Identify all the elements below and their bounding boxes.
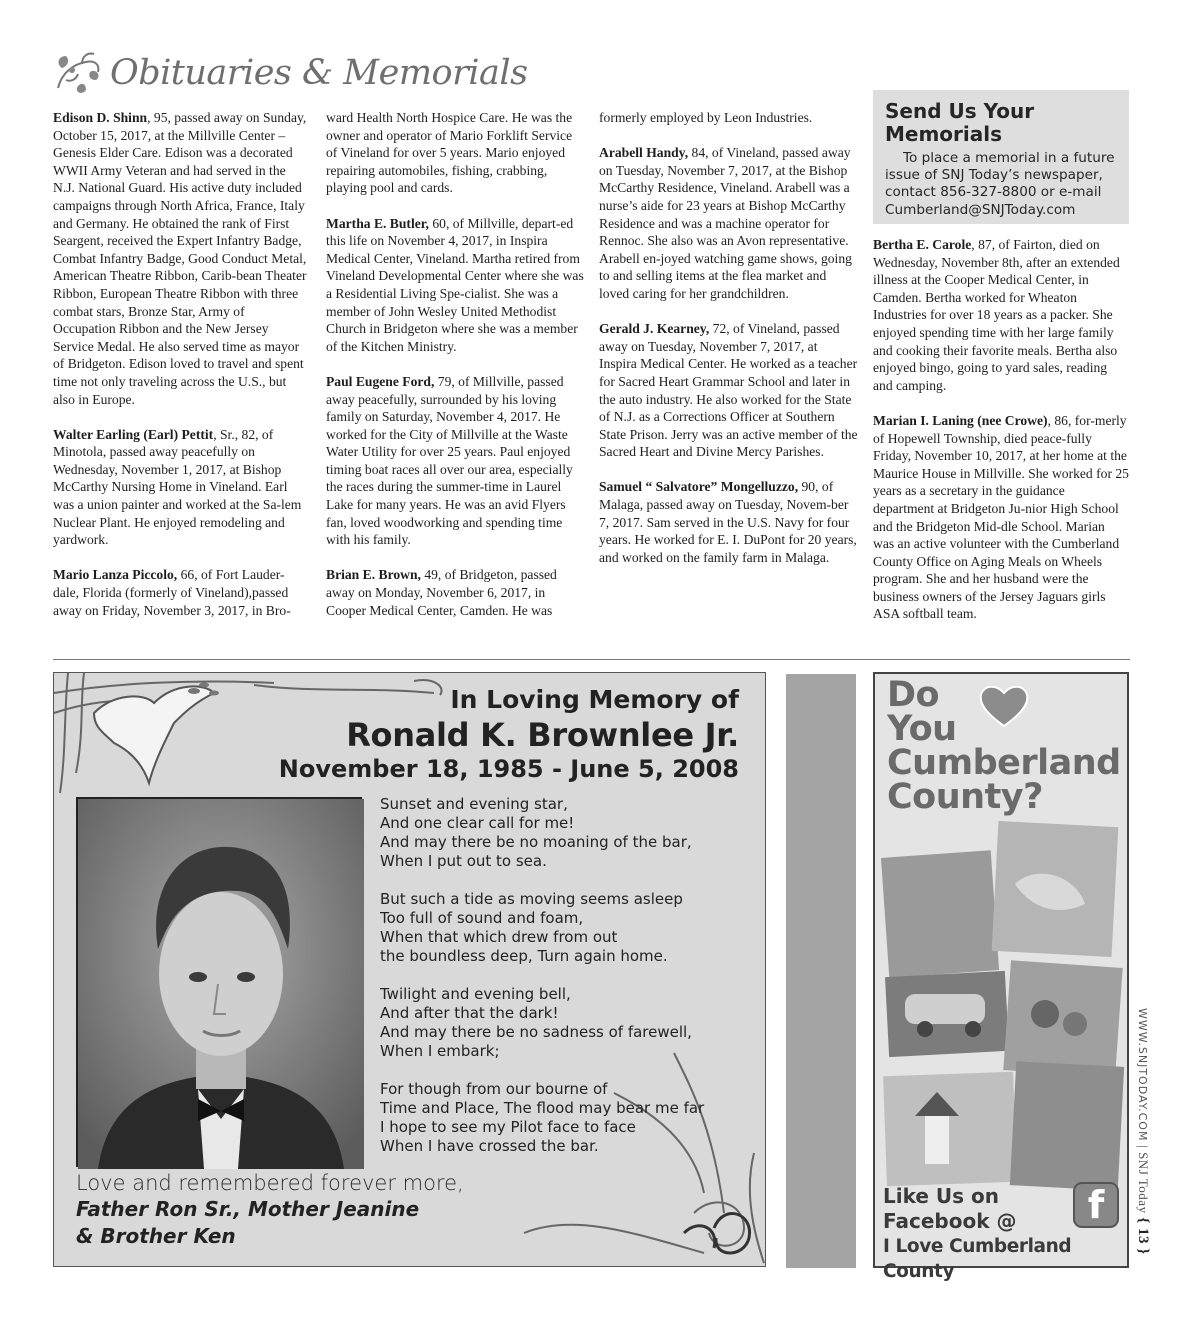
poem-line: And after that the dark!	[380, 1004, 559, 1022]
memorial-ad	[53, 672, 766, 1267]
poem-line: And may there be no moaning of the bar,	[380, 833, 692, 851]
obituary-name: Mario Lanza Piccolo,	[53, 567, 178, 583]
obituary-text: formerly employed by Leon Industries.	[599, 110, 813, 125]
memorials-box-title	[885, 100, 1117, 146]
obituary-name: Brian E. Brown,	[326, 567, 421, 583]
footer-publication: SNJ Today	[1136, 1152, 1151, 1214]
memorials-contact-text: To place a memorial in a future issue of SNJ Today’s newspaper, contact 856-327-8800 or e-mail Cumberland@SNJToday.com	[885, 150, 1115, 218]
obituary-column-1	[53, 109, 309, 637]
poem-line: When I put out to sea.	[380, 852, 547, 870]
poem-line: And may there be no sadness of farewell,	[380, 1023, 692, 1041]
obituary-name: Samuel “ Salvatore” Mongelluzzo,	[599, 479, 799, 495]
poem-line: Sunset and evening star,	[380, 795, 568, 813]
obituary-entry	[873, 412, 1129, 623]
section-divider	[53, 659, 1130, 660]
poem-line: When that which drew from out	[380, 928, 618, 946]
obituary-entry	[599, 478, 858, 566]
poem-line: I hope to see my Pilot face to face	[380, 1118, 636, 1136]
memorial-portrait-photo	[76, 797, 362, 1167]
obituary-column-2	[326, 109, 585, 637]
memorial-family	[76, 1196, 419, 1250]
obituary-name: Bertha E. Carole	[873, 237, 972, 252]
memorial-heading: In Loving Memory of	[450, 685, 739, 714]
ad-title-line: County?	[887, 777, 1043, 817]
obituary-name: Arabell Handy,	[599, 145, 689, 161]
memorials-box-title-line: Send Us Your	[885, 99, 1035, 123]
poem-line: Too full of sound and foam,	[380, 909, 584, 927]
cumberland-county-ad[interactable]	[873, 672, 1129, 1282]
obituary-entry	[53, 566, 309, 619]
grey-filler-strip	[786, 674, 856, 1268]
obituary-text: , 87, of Fairton, died on Wednesday, November 8th, after an extended illness at the Cooper Medical Center, in Camden. Bertha worked for Wheaton Industries for over 18 years as a packer. She enjoyed spending time with her large family and cooking their favorite meals. Bertha also enjoyed bingo, going to yard sales, reading and camping.	[873, 237, 1120, 393]
portrait-illustration	[78, 799, 364, 1169]
poem-line: And one clear call for me!	[380, 814, 575, 832]
obituary-text: 72, of Vineland, passed away on Tuesday, November 7, 2017, at Inspira Medical Center. He worked as a teacher for Sacred Heart Grammar School and later in the auto industry. He also worked for the State of N.J. as a Corrections Officer at Southern State Prison. Jerry was an active member of the Sacred Heart and Divine Mercy Parishes.	[599, 321, 858, 460]
memorial-name: Ronald K. Brownlee Jr.	[346, 716, 739, 754]
poem-line: Twilight and evening bell,	[380, 985, 571, 1003]
obituary-entry	[326, 566, 585, 619]
obituary-column-4	[873, 236, 1129, 641]
obituary-entry	[599, 144, 858, 302]
ad-title-line: You	[887, 709, 957, 749]
facebook-icon[interactable]: f	[1073, 1182, 1119, 1228]
heart-icon	[979, 684, 1029, 728]
obituary-text: 60, of Millville, depart-ed this life on November 4, 2017, in Inspira Medical Center, Vineland. Martha retired from Vineland Developmental Center where she was a Residential Living Spe-cialist. She was a member of John Wesley United Methodist Church in Bridgeton where she was a member of the Kitchen Ministry.	[326, 215, 584, 354]
memorial-family-line: & Brother Ken	[76, 1224, 236, 1248]
facebook-callout-line: Like Us on	[883, 1184, 999, 1208]
obituary-text: , 95, passed away on Sunday, October 15, 2017, at the Millville Center – Genesis Elder Care. Edison was a decorated WWII Army Veteran and had served in the N.J. National Guard. His active duty included campaigns through North Africa, France, Italy and Germany. He obtained the rank of First Seargent, received the Expert Infantry Badge, Combat Infantry Badge, Good Conduct Metal, American Theatre Ribbon, Carib-bean Theater Ribbon, European Theatre Ribbon with three combat stars, Bronze Star, Army of Occupation Ribbon and the New Jersey Service Medal. He also served time as mayor of Bridgeton. Edison loved to travel and spent time not only traveling across the U.S., but also in Europe.	[53, 110, 307, 407]
poem-line: For though from our bourne of	[380, 1080, 608, 1098]
obituary-entry	[599, 320, 858, 461]
footer-website: WWW.SNJTODAY.COM	[1136, 1008, 1149, 1142]
poem-line: the boundless deep, Turn again home.	[380, 947, 668, 965]
memorial-poem	[380, 795, 740, 1175]
obituary-text: , 86, for-merly of Hopewell Township, died peace-fully Friday, November 10, 2017, at her home at the Maurice House in Millville. She worked for 25 years as a secretary in the guidance department at Bridgeton Ju-nior High School and the Bridgeton Mid-dle School. Marian was an active volunteer with the Cumberland County Office on Aging Meals on Wheels program. She and her husband were the business owners of the Jersey Jaguars girls ASA softball team.	[873, 412, 1129, 622]
page-title: Obituaries & Memorials	[110, 53, 528, 93]
obituary-name: Paul Eugene Ford,	[326, 373, 435, 389]
obituary-text: 84, of Vineland, passed away on Tuesday, November 7, 2017, at the Bishop McCarthy Residence, Vineland. Arabell was a nurse’s aide for 23 years at Bishop McCarthy Residence and was a machine operator for Rennoc. She also was an Avon representative. Arabell en-joyed watching game shows, going to and selling items at the flea market and loved caring for her grandchildren.	[599, 145, 852, 301]
obituary-name: Walter Earling (Earl) Pettit	[53, 426, 214, 442]
obituary-text: 79, of Millville, passed away peacefully, surrounded by his loving family on Saturday, November 4, 2017. He worked for the City of Millville at the Waste Water Utility for over 25 years. Paul enjoyed timing boat races all over our area, especially the races during the summer-time in Laurel Lake for many years. He was an avid Flyers fan, loved woodworking and spending time with his family.	[326, 373, 573, 548]
county-photo-collage	[885, 824, 1121, 1192]
obituary-entry	[326, 109, 585, 197]
poem-stanza	[380, 985, 740, 1061]
obituary-text: 66, of Fort Lauder-dale, Florida (formerly of Vineland),passed away on Friday, November 3, 2017, in Bro-	[53, 567, 291, 618]
obituary-name: Martha E. Butler,	[326, 215, 429, 231]
poem-line: When I have crossed the bar.	[380, 1137, 599, 1155]
obituary-column-3	[599, 109, 858, 584]
memorial-family-line: Father Ron Sr., Mother Jeanine	[76, 1197, 420, 1221]
section-header	[52, 48, 528, 98]
obituary-entry	[873, 236, 1129, 394]
obituary-text: ward Health North Hospice Care. He was the owner and operator of Mario Forklift Service of Vineland for over 5 years. Mario enjoyed repairing automobiles, fishing, crabbing, playing pool and cards.	[326, 110, 573, 196]
obituary-text: 90, of Malaga, passed away on Tuesday, Novem-ber 7, 2017. Sam served in the U.S. Navy for four years. He worked for E. I. DuPont for 20 years, and worked on the family farm in Malaga.	[599, 479, 857, 565]
obituary-name: Gerald J. Kearney,	[599, 321, 710, 337]
ad-title-line: Do	[887, 675, 940, 715]
poem-stanza	[380, 890, 740, 966]
obituary-entry	[53, 109, 309, 408]
poem-line: When I embark;	[380, 1042, 500, 1060]
send-memorials-box	[873, 90, 1129, 224]
obituary-entry	[326, 215, 585, 356]
obituary-text: , Sr., 82, of Minotola, passed away peacefully on Wednesday, November 1, 2017, at Bishop McCarthy Nursing Home in Vineland. Earl was a union painter and worked at the Sa-lem Nuclear Plant. He enjoyed remodeling and yardwork.	[53, 426, 302, 548]
obituary-name: Edison D. Shinn	[53, 110, 148, 125]
obituary-text: 49, of Bridgeton, passed away on Monday, November 6, 2017, in Cooper Medical Center, Camden. He was	[326, 567, 557, 618]
page-number: { 13 }	[1135, 1217, 1151, 1255]
obituary-entry	[599, 109, 858, 127]
footer-separator: |	[1136, 1145, 1151, 1149]
facebook-callout-line: Facebook @	[883, 1209, 1017, 1233]
memorials-box-text	[885, 150, 1117, 219]
obituary-entry	[326, 373, 585, 549]
vine-ornament-icon	[52, 50, 104, 96]
facebook-page-name: I Love Cumberland County	[883, 1236, 1072, 1282]
poem-line: Time and Place, The flood may bear me far	[380, 1099, 705, 1117]
poem-stanza	[380, 1080, 740, 1156]
poem-line: But such a tide as moving seems asleep	[380, 890, 683, 908]
memorials-box-title-line: Memorials	[885, 122, 1003, 146]
ad-title-line: Cumberland	[887, 743, 1121, 783]
memorial-love-line: Love and remembered forever more,	[76, 1171, 464, 1195]
obituary-name: Marian I. Laning (nee Crowe)	[873, 412, 1048, 428]
page-footer	[1133, 1008, 1153, 1272]
memorial-dates: November 18, 1985 - June 5, 2008	[278, 755, 739, 783]
obituary-entry	[53, 426, 309, 549]
poem-stanza	[380, 795, 740, 871]
